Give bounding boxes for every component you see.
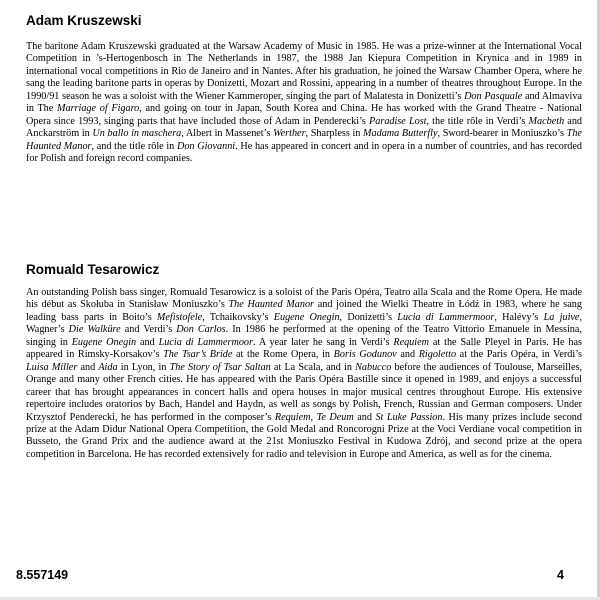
work-title: Marriage of Figaro [56, 103, 140, 115]
biography-kruszewski: The baritone Adam Kruszewski graduated at the Warsaw Academy of Music in 1985. He was a prize-winner at the International Vocal Competition in ’s-Hertogenbosch in The Netherlands in 1987, the 1988 Jan Kiepura Competition in Krynica and in 1989 in international vocal competitions in Rio de Janeiro and in Nantes. After his graduation, he joined the Warsaw Chamber Opera, where he sang the leading baritone parts in operas by Donizetti, Mozart and Rossini, appearing in a number of theatres throughout Europe. In the 1990/91 season he was a soloist with the Wiener Kammeroper, singing the part of Malatesta in Donizetti’s Don Pasquale and Almaviva in The Marriage of Figaro, and going on tour in Japan, South Korea and China. He has worked with the Grand Theatre - National Opera since 1993, singing parts that have included those of Adam in Penderecki’s Paradise Lost, the title rôle in Verdi’s Macbeth and Anckarström in Un ballo in maschera, Albert in Massenet’s Werther, Sharpless in Madama Butterfly, Sword-bearer in Moniuszko’s The Haunted Manor, and the title rôle in Don Giovanni. He has appeared in concert and in opera in a number of countries, and has recorded for Polish and foreign record companies. [26, 41, 583, 165]
work-title: Aida [98, 361, 118, 373]
work-title: The Haunted Manor [26, 128, 582, 152]
work-title: Boris Godunov [333, 349, 397, 361]
work-title: Rigoletto [418, 349, 457, 361]
work-title: Nabucco [355, 361, 392, 373]
work-title: Mefistofele [156, 311, 203, 323]
work-title: La juive [543, 311, 580, 323]
section-heading-kruszewski: Adam Kruszewski [26, 13, 142, 28]
work-title: Un ballo in maschera [92, 128, 182, 140]
work-title: The Tsar’s Bride [163, 349, 233, 361]
work-title: Eugene Onegin [71, 336, 137, 348]
work-title: Macbeth [528, 115, 565, 127]
work-title: The Story of Tsar Saltan [169, 361, 271, 373]
work-title: St Luke Passion [375, 411, 443, 423]
work-title: Requiem [393, 336, 429, 348]
section-heading-tesarowicz: Romuald Tesarowicz [26, 262, 160, 277]
page-number: 4 [557, 568, 564, 582]
work-title: Die Walküre [68, 324, 121, 336]
work-title: The Haunted Manor [228, 299, 315, 311]
work-title: Eugene Onegin [273, 311, 340, 323]
work-title: Requiem [274, 411, 311, 423]
biography-tesarowicz: An outstanding Polish bass singer, Romuald Tesarowicz is a soloist of the Paris Opéra, Teatro alla Scala and the Rome Opera. He made his début as Skołuba in Stanisław Moniuszko’s The Haunted Manor and joined the Wielki Theatre in Łódź in 1983, where he sang leading bass parts in Boito’s Mefistofele, Tchaikovsky’s Eugene Onegin, Donizetti’s Lucia di Lammermoor, Halévy’s La juive, Wagner’s Die Walküre and Verdi’s Don Carlos. In 1986 he performed at the opening of the Teatro Vittorio Emanuele in Messina, singing in Eugene Onegin and Lucia di Lammermoor. A year later he sang in Verdi’s Requiem at the Salle Pleyel in Paris. He has appeared in Rimsky-Korsakov’s The Tsar’s Bride at the Rome Opera, in Boris Godunov and Rigoletto at the Paris Opéra, in Verdi’s Luisa Miller and Aida in Lyon, in The Story of Tsar Saltan at La Scala, and in Nabucco before the audiences of Toulouse, Marseilles, Orange and many other French cities. He has appeared with the Paris Opéra Bastille since it opened in 1989, and enjoys a successful career that has brought appearances in concert halls and opera houses in major musical centres throughout Europe. His extensive repertoire includes oratorios by Bach, Handel and Haydn, as well as songs by Polish, French, Russian and German composers. Under Krzysztof Penderecki, he has performed in the composer’s Requiem, Te Deum and St Luke Passion. His many prizes include second prize at the Adam Didur National Opera Competition, the Gold Medal and Roncorogni Prize at the Voci Verdiane vocal competition in Busseto, the Grand Prix and the audience award at the 21st Moniuszko Festival in Kudowa Zdrój, and second prize at the opera competition in Barcelona. He has recorded extensively for radio and television in Europe and America, as well as for the cinema. [26, 287, 582, 460]
work-title: Madama Butterfly [363, 128, 438, 140]
work-title: Lucia di Lammermoor [158, 336, 253, 348]
work-title: Lucia di Lammermoor [397, 311, 495, 323]
work-title: Don Pasquale [464, 90, 523, 102]
work-title: Don Giovanni [176, 140, 236, 152]
work-title: Werther [273, 128, 306, 140]
work-title: Paradise Lost [369, 115, 427, 127]
work-title: Luisa Miller [26, 361, 78, 373]
catalog-number: 8.557149 [16, 568, 69, 582]
work-title: Don Carlos [176, 324, 226, 336]
work-title: Te Deum [316, 411, 354, 423]
